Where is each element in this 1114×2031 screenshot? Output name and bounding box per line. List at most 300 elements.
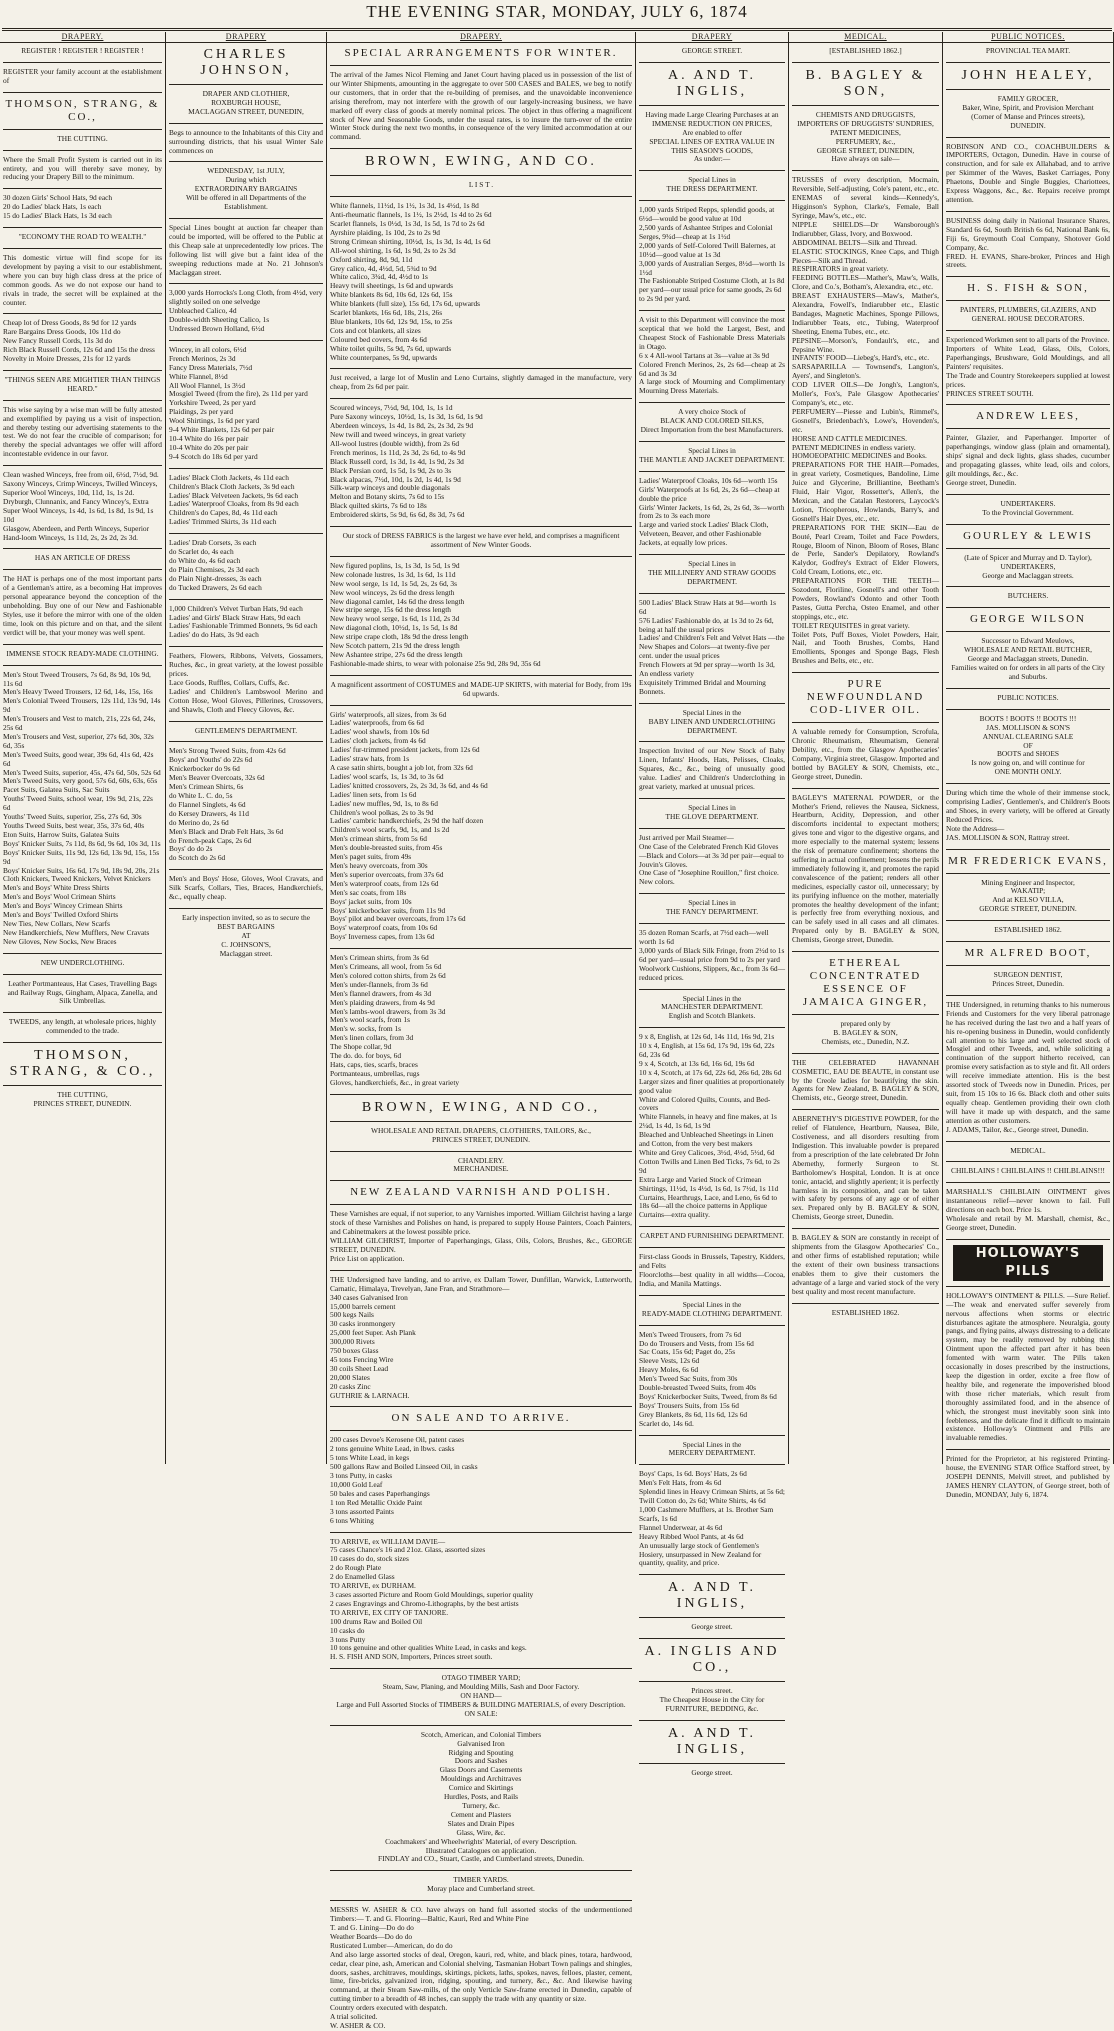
- text-line: Girls' Winter Jackets, 1s 6d, 2s, 2s 6d, 3s—worth from 2s to 3s each more: [639, 502, 785, 521]
- text-line: Galvanised Iron: [457, 1738, 505, 1748]
- text-line: Scotch, American, and Colonial Timbers: [420, 1729, 542, 1739]
- text-line: Men's wool scarfs, from 1s: [330, 1015, 410, 1025]
- text-line: Clean washed Winceys, free from oil, 6½d, 7½d, 9d.: [3, 470, 159, 480]
- text-line: MESSRS W. ASHER & CO. have always on hand full assorted stocks of the undermentioned Timbers:— T. and G. Flooring—Baltic, Kauri, Red and White Pine: [330, 1905, 632, 1924]
- divider: [946, 1161, 1110, 1162]
- advertisement-block: [946, 1001, 1110, 1135]
- divider: [792, 1228, 939, 1229]
- text-line: Yorkshire Tweed, 2s per yard: [169, 398, 256, 408]
- advertisement-block: [946, 554, 1110, 581]
- text-line: Men's and Boys' Wool Crimean Shirts: [3, 892, 116, 902]
- advertisement-block: [3, 376, 162, 394]
- advertisement-block: [169, 47, 323, 79]
- advertisement-block: [169, 539, 323, 592]
- text-line: Men's sac coats, from 18s: [330, 887, 407, 897]
- text-line: Undressed Brown Holland, 6½d: [169, 324, 265, 334]
- text-line: Importers of White Lead, Glass, Oils, Colors, Paperhangings, Brushware, Gold Mouldings, and all Painters' requisites.: [946, 344, 1110, 371]
- advertisement-block: [639, 929, 785, 982]
- text-line: ANDREW LEES,: [976, 410, 1080, 423]
- text-line: Boys' waterproof coats, from 10s 6d: [330, 923, 438, 933]
- text-line: A very choice Stock of: [678, 407, 746, 417]
- divider: [3, 400, 162, 401]
- text-line: prepared only by: [840, 1019, 891, 1029]
- divider: [639, 1763, 785, 1764]
- advertisement-block: [946, 592, 1110, 601]
- advertisement-block: [3, 980, 162, 1007]
- text-line: 9 x 4, Scotch, at 13s 6d, 16s 6d, 19s 6d: [639, 1058, 755, 1068]
- text-line: IMMENSE STOCK READY-MADE CLOTHING.: [6, 648, 159, 658]
- text-line: Black Persian cord, 1s 5d, 1s 9d, 2s to 3s: [330, 465, 452, 475]
- text-line: A. INGLIS AND CO.,: [644, 1644, 780, 1676]
- text-line: 500 kegs Nails: [330, 1310, 374, 1320]
- text-line: Experienced Workmen sent to all parts of the Province.: [946, 335, 1110, 345]
- text-line: Will be offered in all Departments of the Establishment.: [185, 193, 307, 212]
- text-line: 2 cases Engravings and Chromo-Lithographs, by the best artists: [330, 1598, 519, 1608]
- text-line: 2 do Enamelled Glass: [330, 1572, 395, 1582]
- text-line: W. ASHER & CO.: [330, 2020, 386, 2030]
- text-line: Colored French Merinos, 2s, 2s 6d—cheap at 2s 6d and 3s 3d: [639, 359, 785, 378]
- divider: [639, 1720, 785, 1721]
- text-line: 25,000 feet Super. Ash Plank: [330, 1328, 416, 1338]
- text-line: Ladies' fur-trimmed president jackets, from 12s 6d: [330, 745, 480, 755]
- advertisement-block: [946, 789, 1110, 842]
- text-line: GEORGE STREET, DUNEDIN.: [979, 904, 1077, 914]
- text-line: THE Undersigned, in returning thanks to his numerous Friends and Customers for the very liberal patronage he has received during the last two and a half years of his re-opening business in Dunedin, would confidently call attention to his large and well selected stock of Mosgiel and other Tweeds, and, while soliciting a continuation of the support hitherto received, can promise every satisfaction as to style and fit. All orders will receive immediate attention. His is the best assorted stock of Tweeds now in Dunedin. Prices, per suit, from 15 10s to 16 6s. Black cloth and other suits equally cheap. Gentlemen providing their own cloth will have it made up with despatch, and the same attention as other customers.: [946, 999, 1110, 1125]
- text-line: do French-peak Caps, 2s 6d: [169, 835, 252, 845]
- text-line: Boys' Trousers Suits, from 15s 6d: [639, 1400, 739, 1410]
- text-line: PRINCES STREET, DUNEDIN.: [432, 1134, 530, 1144]
- text-line: All-wool lustres (double width), from 2s 6d: [330, 438, 460, 448]
- divider: [639, 62, 785, 63]
- advertisement-block: [639, 408, 785, 435]
- text-line: Black alpacas, 7½d, 10d, 1s 2d, 1s 4d, 1s 9d: [330, 474, 461, 484]
- text-line: THE GLOVE DEPARTMENT.: [665, 811, 759, 821]
- divider: [792, 1053, 939, 1054]
- advertisement-block: [792, 678, 939, 717]
- text-line: A valuable remedy for Consumption, Scrofula, Chronic Rheumatism, Rheumatism, General Debility, etc., from the Glasgow Apothecaries' Company, Virginia street, Glasgow. Imported and bottled by BAGLEY & SON, Chemists, etc., George street, Dunedin.: [792, 727, 939, 781]
- advertisement-block: [946, 306, 1110, 324]
- text-line: Baker, Wine, Spirit, and Provision Merchant: [962, 102, 1094, 112]
- advertisement-block: [792, 1234, 939, 1296]
- advertisement-block: [330, 532, 632, 550]
- advertisement-block: [330, 1674, 632, 1719]
- text-line: MR ALFRED BOOT,: [964, 947, 1092, 960]
- advertisement-block: [3, 68, 162, 86]
- text-line: Larger sizes and finer qualities at proportionately good value: [639, 1076, 785, 1095]
- divider: [946, 428, 1110, 429]
- text-line: 3 cases assorted Picture and Room Gold Mouldings, superior quality: [330, 1589, 534, 1599]
- text-line: Extra Large and Varied Stock of Crimean Shirtings, 11½d, 1s 4½d, 1s 6d, 1s 7½d, 1s 11d: [639, 1174, 779, 1193]
- text-line: Fancy Dress Materials, 7½d: [169, 362, 253, 372]
- text-line: Children's wool polkas, 2s to 3s 9d: [330, 807, 434, 817]
- column-4: [636, 32, 789, 1777]
- text-line: New Gloves, New Socks, New Braces: [3, 936, 117, 946]
- text-line: Successor to Edward Meulows,: [981, 636, 1075, 646]
- text-line: Men's Felt Hats, from 4s 6d: [639, 1478, 722, 1488]
- text-line: HORSE AND CATTLE MEDICINES.: [792, 433, 907, 443]
- text-line: 3,000 yards of Australian Serges, 8½d—worth 1s 1½d: [639, 258, 785, 277]
- advertisement-block: [3, 194, 162, 221]
- advertisement-banner: [953, 1245, 1103, 1281]
- text-line: Men's flannel drawers, from 4s 3d: [330, 988, 432, 998]
- divider: [3, 644, 162, 645]
- advertisement-block: [792, 1020, 939, 1047]
- divider: [330, 196, 632, 197]
- text-line: Men's Colonial Tweed Trousers, 12s 11d, 13s 9d, 14s 9d: [3, 696, 161, 715]
- text-line: Men's colored cotton shirts, from 2s 6d: [330, 970, 446, 980]
- divider: [330, 526, 632, 527]
- text-line: ENEMAS of several kinds—Kennedy's, Higginson's Syphon, Clarke's, Female, Ball Syringe, Maw's, etc., etc.: [792, 193, 939, 220]
- advertisement-block: [169, 289, 323, 334]
- text-line: Leather Portmanteaus, Hat Cases, Travelling Bags and Railway Rugs, Gingham, Alpaca, Zanella, and Silk Umbrellas.: [7, 978, 158, 1006]
- text-line: White calico, 3¾d, 4d, 4½d to 1s: [330, 272, 428, 282]
- text-line: Glass, Wire, &c.: [456, 1827, 506, 1837]
- text-line: Men's Black and Drab Felt Hats, 3s 6d: [169, 826, 284, 836]
- text-line: Boys' and Youths' do 22s 6d: [169, 755, 253, 765]
- text-line: 3 tons Putty, in casks: [330, 1471, 393, 1481]
- text-line: THE MILLINERY AND STRAW GOODS DEPARTMENT.: [648, 567, 776, 586]
- text-line: B. BAGLEY & SON,: [805, 67, 926, 99]
- advertisement-block: [946, 530, 1110, 543]
- text-line: 2,000 yards of Self-Colored Twill Balernes, at 10½d—good value at 1s 3d: [639, 240, 776, 259]
- divider: [639, 798, 785, 799]
- text-line: These Varnishes are equal, if not superior, to any Varnishes imported. William Gilchrist having a large stock of these Varnishes and Polishes on hand, is prepared to supply House Painters, Coach Painters, and Cabinetmakers at the lowest possible price.: [330, 1209, 632, 1237]
- divider: [3, 227, 162, 228]
- text-line: 20,000 Slates: [330, 1372, 370, 1382]
- divider: [639, 1464, 785, 1465]
- text-line: do White L. C. do, 5s: [169, 791, 233, 800]
- text-line: Men's Crimean shirts, from 3s 6d: [330, 953, 429, 963]
- text-line: 576 Ladies' Fashionable do, at 1s 3d to 2s 6d, being at half the usual prices: [639, 615, 774, 634]
- text-line: Boys' jacket suits, from 10s: [330, 896, 412, 906]
- advertisement-block: [639, 1623, 785, 1632]
- text-line: Special Lines in: [688, 803, 736, 812]
- text-line: Families waited on for orders in all parts of the City and Suburbs.: [951, 663, 1105, 681]
- advertisement-block: [330, 1906, 632, 2031]
- text-line: Knickerbocker do 9s 6d: [169, 764, 240, 774]
- text-line: Men's plaiding drawers, from 4s 9d: [330, 997, 435, 1007]
- text-line: The Shope collar, 9d: [330, 1042, 392, 1052]
- text-line: PAINTERS, PLUMBERS, GLAZIERS, AND: [959, 305, 1097, 315]
- divider: [946, 1239, 1110, 1240]
- text-line: Flannel Underwear, at 4s 6d: [639, 1522, 723, 1532]
- text-line: During which time the whole of their immense stock, comprising Ladies', Gentlemen's, and Children's Boots and Shoes, in every variety, will be offered at Greatly Reduced Prices.: [946, 788, 1110, 824]
- advertisement-block: [169, 652, 323, 714]
- text-line: Slates and Drain Pipes: [447, 1818, 515, 1828]
- advertisement-block: [639, 747, 785, 792]
- divider: [946, 137, 1110, 138]
- divider: [639, 923, 785, 924]
- text-line: 9 x 8, English, at 12s 6d, 14s 11d, 16s 9d, 21s: [639, 1032, 775, 1042]
- divider: [3, 569, 162, 570]
- divider: [169, 283, 323, 284]
- text-line: BAGLEY'S MATERNAL POWDER, or the Mother's Friend, relieves the Nausea, Sickness, Heartburn, Acidity, Depression, and other discomforts incidental to expectant mothers; gives tone and vigor to the digestive organs, and more especially to the maternal system; lessens the risk of premature confinement; shortens the suffering in actual confinement; lessens the perils immediately following it, and promotes the rapid convalescence of the patient; renders all other medicines, especially castor oil, unnecessary; by its purifying influence on the mother, materially promotes the healthy development of the infant; is perfectly free from everything noxious, and can be safely used in all cases and all climates. Prepared only by B. BAGLEY & SON, Chemists, George street, Dunedin.: [792, 792, 939, 945]
- text-line: AT: [241, 930, 251, 940]
- text-line: SPECIAL ARRANGEMENTS FOR WINTER.: [344, 47, 618, 59]
- advertisement-block: [792, 68, 939, 100]
- text-line: Cheap lot of Dress Goods, 8s 9d for 12 yards: [3, 318, 137, 328]
- divider: [639, 1027, 785, 1028]
- advertisement-block: [946, 95, 1110, 131]
- text-line: A. AND T. INGLIS,: [668, 67, 756, 99]
- text-line: The do. do. for boys, 6d: [330, 1051, 402, 1061]
- advertisement-block: [330, 1412, 632, 1425]
- text-line: Ladies' waterproofs, from 6s 6d: [330, 718, 424, 728]
- text-line: Silk-warp winceys and double diagonals: [330, 483, 450, 493]
- text-line: An unusually large stock of Gentlemen's Hosiery, unsurpassed in New Zealand for quantity, quality, and price.: [639, 1540, 762, 1568]
- text-line: 300,000 Rivets: [330, 1337, 375, 1347]
- divider: [639, 1325, 785, 1326]
- text-line: Portmanteaus, umbrellas, rugs: [330, 1068, 420, 1078]
- divider: [3, 1085, 162, 1086]
- text-line: MEDICAL.: [1010, 1145, 1046, 1155]
- advertisement-block: [639, 206, 785, 304]
- text-line: French merinos, 1s 11d, 2s 3d, 2s 6d, to 4s 9d: [330, 447, 466, 457]
- text-line: Men's Trousers and Vest to match, 21s, 22s 6d, 24s, 25s 6d: [3, 714, 156, 733]
- text-line: Scarlet do, 14s 6d.: [639, 1418, 694, 1428]
- text-line: Direct Importation from the best Manufacturers.: [640, 425, 784, 435]
- advertisement-block: [330, 1157, 632, 1175]
- text-line: Sleeve Vests, 12s 6d: [639, 1356, 700, 1366]
- text-line: Men's Stout Tweed Trousers, 7s 6d, 8s 9d, 10s 9d, 11s 6d: [3, 669, 151, 688]
- divider: [639, 1638, 785, 1639]
- advertisement-block: [169, 90, 323, 117]
- divider: [169, 741, 323, 742]
- text-line: 20 casks Zinc: [330, 1381, 371, 1391]
- divider: [330, 65, 632, 66]
- divider: [792, 672, 939, 673]
- text-line: Boys' Knicker Suits, 11s 9d, 12s 6d, 13s 9d, 15s, 15s 9d: [3, 847, 160, 866]
- text-line: MERCERY DEPARTMENT.: [668, 1448, 756, 1458]
- text-line: 6 tons Whiting: [330, 1515, 374, 1525]
- advertisement-block: [792, 794, 939, 945]
- advertisement-block: [792, 1115, 939, 1222]
- text-line: JAS. MOLLISON & SON, Rattray street.: [946, 832, 1070, 842]
- divider: [330, 675, 632, 676]
- advertisement-block: [3, 135, 162, 144]
- text-line: 35 dozen Roman Scarfs, at 7½d each—well worth 1s 6d: [639, 928, 769, 946]
- text-line: 45 tons Fencing Wire: [330, 1354, 394, 1364]
- text-line: Weather Boards—Do do do: [330, 1931, 413, 1941]
- text-line: Men's Heavy Tweed Trousers, 12 6d, 14s, 15s, 16s: [3, 687, 153, 697]
- text-line: BUSINESS doing daily in National Insurance Shares, Standard 6s 6d, South British 6s 6d, National Bank 6s, Fiji 6s, Greymouth Coal Company, Shotover Gold Company, &c.: [946, 215, 1110, 252]
- column-5: [789, 32, 943, 1464]
- text-line: George and Maclaggan streets, Dunedin.: [967, 654, 1089, 664]
- text-line: Ladies' new muffles, 9d, 1s, to 8s 6d: [330, 798, 438, 808]
- divider: [639, 1226, 785, 1227]
- advertisement-block: [330, 562, 632, 669]
- divider: [792, 1109, 939, 1110]
- text-line: "THINGS SEEN ARE MIGHTIER THAN THINGS HEARD.": [4, 374, 161, 393]
- masthead-rule: [2, 28, 1112, 29]
- divider: [330, 1094, 632, 1095]
- advertisement-block: [330, 1210, 632, 1263]
- advertisement-block: [330, 1731, 632, 1865]
- divider: [946, 1182, 1110, 1183]
- advertisement-block: [169, 914, 323, 959]
- divider: [792, 62, 939, 63]
- divider: [3, 92, 162, 93]
- advertisement-block: [639, 804, 785, 822]
- divider: [330, 556, 632, 557]
- text-line: 30 casks ironmongery: [330, 1319, 396, 1329]
- advertisement-block: [946, 971, 1110, 989]
- text-line: CHEMISTS AND DRUGGISTS,: [815, 109, 916, 119]
- divider: [639, 828, 785, 829]
- text-line: do Tucked Drawers, 2s 6d each: [169, 582, 262, 592]
- text-line: Glasgow, Aberdeen, and Perth Winceys, Superior Hand-loom Winceys, 1s 11d, 2s, 2s 2d, 2s 3d.: [3, 523, 150, 542]
- text-line: 30 coils Sheet Lead: [330, 1363, 389, 1373]
- text-line: 500 Ladies' Black Straw Hats at 9d—worth 1s 6d: [639, 597, 777, 616]
- text-line: Sac Coats, 15s 6d; Paget do, 25s: [639, 1347, 736, 1357]
- text-line: (Late of Spicer and Murray and D. Taylor),: [964, 552, 1092, 562]
- text-line: Feathers, Flowers, Ribbons, Velvets, Gossamers, Ruches, &c., in great variety, at the lowest possible prices.: [169, 651, 323, 679]
- text-line: B. BAGLEY & SON are constantly in receipt of shipments from the Glasgow Apothecaries' Co., and other firms of established reputation; while the extent of their own business transactions enables them to give their customers the advantage of a large and varied stock of the very best quality and most recent manufacture.: [792, 1233, 939, 1296]
- advertisement-block: [3, 1091, 162, 1109]
- advertisement-block: [330, 1100, 632, 1116]
- text-line: Rare Bargains Dress Goods, 10s 11d do: [3, 327, 121, 337]
- text-line: Just arrived per Mail Steamer—: [639, 832, 734, 842]
- text-line: One Case of the Celebrated French Kid Gloves—Black and Colors—at 3s 3d per pair—equal to Jouvin's Gloves.: [639, 841, 784, 869]
- text-line: TIMBER YARDS.: [453, 1875, 509, 1885]
- advertisement-block: [330, 404, 632, 520]
- text-line: JOHN HEALEY,: [961, 67, 1095, 83]
- divider: [3, 548, 162, 549]
- text-line: Men's and Boys' Twilled Oxford Shirts: [3, 910, 119, 920]
- text-line: Scoured winceys, 7½d, 9d, 10d, 1s, 1s 1d: [330, 403, 453, 413]
- text-line: PROVINCIAL TEA MART.: [985, 46, 1071, 55]
- text-line: New stripe serge, 15s 6d the dress length: [330, 605, 451, 615]
- text-line: do Kersey Drawers, 4s 11d: [169, 808, 249, 818]
- text-line: New diagonal cloth, 10½d, 1s, 1s 5d, 1s 8d: [330, 623, 458, 633]
- text-line: WILLIAM GILCHRIST, Importer of Paperhangings, Glass, Oils, Colors, Brushes, &c., GEORGE STREET, DUNEDIN.: [330, 1236, 632, 1254]
- advertisement-block: [639, 834, 785, 887]
- advertisement-block: [330, 47, 632, 60]
- text-line: French Merinos, 2s 3d: [169, 353, 236, 363]
- text-line: First-class Goods in Brussels, Tapestry, Kidders, and Felts: [639, 1252, 785, 1271]
- text-line: Melton and Botany skirts, 7s 6d to 15s: [330, 492, 445, 502]
- advertisement-block: [639, 1033, 785, 1220]
- text-line: Men's lambs-wool drawers, from 3s 3d: [330, 1006, 446, 1016]
- text-line: Boys' Caps, 1s 6d. Boys' Hats, 2s 6d: [639, 1469, 747, 1479]
- text-line: ON SALE:: [464, 1708, 498, 1718]
- text-line: ON SALE AND TO ARRIVE.: [391, 1412, 571, 1425]
- divider: [639, 1247, 785, 1248]
- text-line: A. AND T. INGLIS,: [668, 1725, 756, 1757]
- divider: [639, 310, 785, 311]
- text-line: Printed for the Proprietor, at his registered Printing-house, the EVENING STAR Office Stafford street, by JOSEPH DENNIS, Melvill street, and published by JAMES HENRY CLAYTON, of George street, both of Dunedin, MONDAY, July 6, 1874.: [946, 1454, 1110, 1499]
- text-line: 20 do Ladies' black Hats, 1s each: [3, 202, 102, 212]
- text-line: Men's linen collars, from 3d: [330, 1033, 414, 1043]
- divider: [639, 1435, 785, 1436]
- text-line: UNDERTAKERS,: [1000, 561, 1056, 571]
- divider: [169, 721, 323, 722]
- text-line: Heavy Ribbed Wool Pants, at 4s 6d: [639, 1531, 744, 1541]
- text-line: Double-breasted Tweed Suits, from 40s: [639, 1383, 756, 1393]
- text-line: GUTHRIE & LARNACH.: [330, 1390, 410, 1400]
- text-line: WAKATIP;: [1010, 886, 1046, 896]
- text-line: Ladies' cloth jackets, from 4s 6d: [330, 736, 426, 746]
- text-line: HOLLOWAY'S OINTMENT & PILLS. —Sure Relief.—The weak and enervated suffer severely from nervous affections when storms or electric disturbances agitate the atmosphere. Neuralgia, gouty pangs, and flying pains, always distressing to a delicate system, may be readily removed by rubbing this Ointment upon the affected part after it has been fomented with warm water. The Pills taken occasionally in doses prescribed by the instructions, keep the digestion in order, excite a free flow of healthy bile, and regenerate the impoverished blood with those richer materials, which result from thoroughly assimilated food, and in the absence of which, the strongest must inevitably soon sink into feebleness, and the delicate find it difficult to maintain existence. Holloway's Ointment and Pills are invaluable remedies.: [946, 1290, 1110, 1443]
- text-line: New stripe crape cloth, 18s 9d the dress length: [330, 632, 469, 642]
- text-line: ABERNETHY'S DIGESTIVE POWDER, for the relief of Flatulence, Heartburn, Nausea, Bile, Costiveness, and all disorders resulting from Indigestion. This invaluable powder is prepared from a prescription of the late celebrated Dr John Abernethy, formerly Surgeon to St. Bartholomew's Hospital, London. It is at once tonic, antacid, and slightly aperient; it is perfectly harmless in its composition, and can be taken with safety by persons of any age or of either sex. Prepared only by B. BAGLEY & SON, Chemists, George street, Dunedin.: [792, 1114, 939, 1222]
- text-line: White and Colored Quilts, Counts, and Bed-covers: [639, 1094, 771, 1113]
- text-line: All-wool shirting, 1s 6d, 1s 9d, 2s to 2s 3d: [330, 245, 456, 255]
- advertisement-block: [169, 346, 323, 462]
- text-line: Cloth Knickers, Tweed Knickers, Velvet Knickers: [3, 874, 151, 884]
- text-line: TO ARRIVE, EX CITY OF TANJORE.: [330, 1607, 449, 1617]
- text-line: CHANDLERY.: [457, 1155, 505, 1165]
- advertisement-block: [946, 1292, 1110, 1443]
- divider: [946, 276, 1110, 277]
- text-line: New twill and tweed winceys, in great variety: [330, 430, 466, 439]
- advertisement-block: [3, 1048, 162, 1080]
- advertisement-block: [946, 1188, 1110, 1233]
- column-6: [943, 32, 1114, 1499]
- advertisement-block: [946, 855, 1110, 868]
- text-line: Have always on sale—: [831, 154, 900, 164]
- divider: [3, 465, 162, 466]
- advertisement-block: [639, 1687, 785, 1714]
- divider: [330, 1151, 632, 1152]
- advertisement-block: [330, 1276, 632, 1401]
- text-line: 2 tons genuine White Lead, in lbws. casks: [330, 1444, 455, 1454]
- text-line: Men's and Boys' Hose, Gloves, Wool Cravats, and Silk Scarfs, Collars, Ties, Braces, Handkerchiefs, &c., equally cheap.: [169, 874, 323, 902]
- advertisement-block: [3, 47, 162, 56]
- text-line: TOILET REQUISITES in great variety.: [792, 620, 910, 630]
- advertisement-block: [946, 410, 1110, 423]
- text-line: Curtains, Hearthrugs, Lace, and Leno, 6s 6d to 18s 6d—all the choice patterns in Applique Curtains—extra quality.: [639, 1192, 778, 1220]
- text-line: White flannels, 11½d, 1s 1½, 1s 3d, 1s 4½d, 1s 8d: [330, 201, 479, 211]
- divider: [3, 248, 162, 249]
- text-line: GEORGE WILSON: [970, 613, 1086, 626]
- text-line: Men's heavy overcoats, from 30s: [330, 860, 428, 870]
- text-line: 10-4 White do 16s per pair: [169, 434, 249, 443]
- divider: [3, 150, 162, 151]
- text-line: REGISTER ! REGISTER ! REGISTER !: [21, 46, 144, 55]
- divider: [946, 494, 1110, 495]
- text-line: And at KELSO VILLA,: [992, 895, 1064, 905]
- text-line: The Trade and Country Storekeepers supplied at lowest prices.: [946, 370, 1111, 389]
- divider: [792, 170, 939, 171]
- divider: [639, 170, 785, 171]
- text-line: GEORGE STREET, DUNEDIN,: [816, 145, 915, 155]
- text-line: COD LIVER OILS—De Jongh's, Langton's, Moller's, Fox's, Pale Glasgow Apothecaries' Company's, etc., etc.: [792, 380, 939, 407]
- text-line: French Flowers at 9d per spray—worth 1s 3d, An endless variety: [639, 660, 775, 679]
- text-line: White and Grey Calicoes, 3½d, 4½d, 5½d, 6d: [639, 1148, 775, 1157]
- text-line: 10 cases do do, stock sizes: [330, 1554, 409, 1564]
- advertisement-block: [330, 711, 632, 943]
- column-heading: DRAPERY.: [327, 32, 635, 43]
- text-line: Lace Goods, Ruffles, Collars, Cuffs, &c.: [169, 677, 290, 687]
- text-line: L I S T .: [468, 180, 494, 190]
- advertisement-block: [946, 1455, 1110, 1500]
- divider: [330, 148, 632, 149]
- divider: [639, 593, 785, 594]
- divider: [169, 869, 323, 870]
- text-line: Painter, Glazier, and Paperhanger. Importer of paperhangings, window glass (plain and ornamental), ships' signal and deck lights, glass shades, cucumber and propagating glasses, white lead, oils and colors, gilt mouldings, &c., &c.: [946, 433, 1110, 479]
- text-line: Grey calico, 4d, 4½d, 5d, 5¾d to 9d: [330, 263, 437, 273]
- text-line: A trial solicited.: [330, 2012, 378, 2022]
- text-line: ANNUAL CLEARING SALE: [982, 731, 1074, 741]
- text-line: Special Lines in: [688, 559, 736, 569]
- text-line: NEW ZEALAND VARNISH AND POLISH.: [350, 1186, 612, 1199]
- text-line: 75 cases Chance's 16 and 21oz. Glass, assorted sizes: [330, 1545, 486, 1555]
- text-line: Where the Small Profit System is carried out in its entirety, and you will thereby save money, by reducing your Drapery Bill to the minimum.: [3, 154, 162, 182]
- advertisement-block: [3, 471, 162, 542]
- text-line: George and Maclaggan streets.: [982, 570, 1074, 580]
- advertisement-block: [946, 282, 1110, 295]
